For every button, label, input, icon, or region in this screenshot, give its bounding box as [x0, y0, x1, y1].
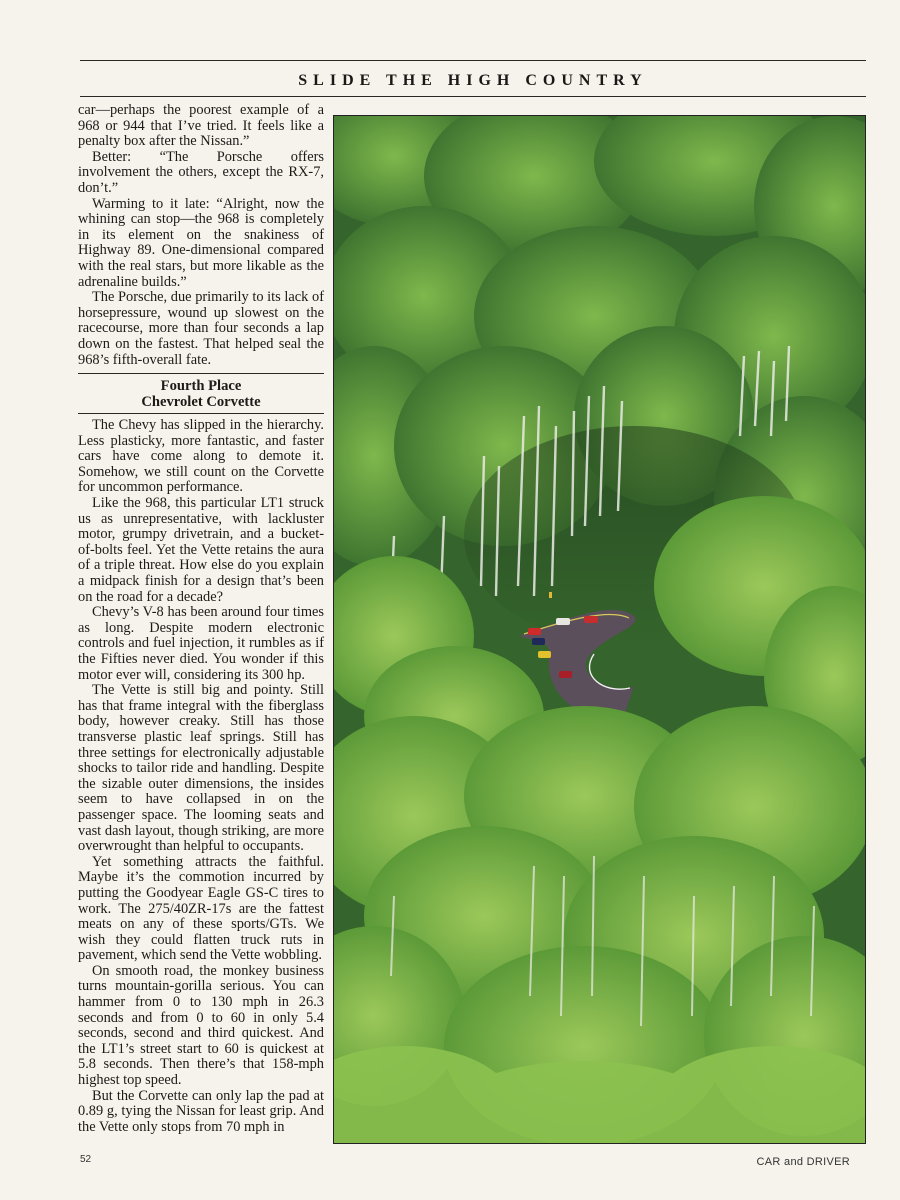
page-number: 52	[80, 1154, 92, 1165]
paragraph: Chevy’s V-8 has been around four times as long. Despite modern electronic controls and fuel injection, it rumbles as if the Fifties never died. You wonder if this motor ever will, considering its 300 hp.	[78, 604, 324, 683]
paragraph: car—perhaps the poorest example of a 968 or 944 that I’ve tried. It feels like a penalty box after the Nissan.”	[78, 102, 324, 150]
paragraph: On smooth road, the monkey business turns mountain-gorilla serious. You can hammer from 0 to 130 mph in 26.3 seconds and from 0 to 60 in only 5.4 seconds, second and third quickest. And the LT1’s street start to 60 is quickest at 5.8 seconds. Then there’s that 158-mph highest top speed.	[78, 962, 324, 1089]
aspen-forest-road-photo	[333, 115, 866, 1144]
magazine-name: CAR and DRIVER	[756, 1156, 850, 1168]
paragraph: Like the 968, this particular LT1 struck us as unrepresentative, with lackluster motor, grumpy drivetrain, and a bucket-of-bolts feel. Yet the Vette retains the aura of a triple threat. How else do you explain a midpack finish for a design that’s been on the road for a decade?	[78, 495, 324, 605]
paragraph: Yet something attracts the faithful. Maybe it’s the commotion incurred by putting the Goodyear Eagle GS-C tires to work. The 275/40ZR-17s are the fattest meats on any of these sports/GTs. We wish they could flatten truck ruts in pavement, which send the Vette wobbling.	[78, 853, 324, 964]
header-rule-bottom	[80, 96, 866, 97]
paragraph: The Porsche, due primarily to its lack of horsepressure, wound up slowest on the racecourse, more than four seconds a lap down on the fastest. That helped seal the 968’s fifth-overall fate.	[78, 289, 324, 368]
article-text-column	[78, 103, 324, 1135]
paragraph: But the Corvette can only lap the pad at 0.89 g, tying the Nissan for least grip. And the Vette only stops from 70 mph in	[78, 1087, 324, 1135]
paragraph: The Chevy has slipped in the hierarchy. Less plasticky, more fantastic, and faster cars have come along to demote it. Somehow, we still count on the Corvette for uncommon performance.	[78, 417, 324, 496]
paragraph: Warming to it late: “Alright, now the whining can stop—the 968 is completely in its element on the snakiness of Highway 89. One-dimensional compared with the real stars, but more likable as the adrenaline builds.”	[78, 195, 324, 290]
paragraph: The Vette is still big and pointy. Still has that frame integral with the fiberglass body, however creaky. Still has those transverse plastic leaf springs. Still has three settings for electronically adjustable shocks to tailor ride and handling. Despite the sizable outer dimensions, the insides seem to have collapsed in on the passenger space. The looming seats and vast dash layout, though striking, are more overwrought than helpful to occupants.	[78, 682, 324, 855]
section-subhead	[78, 373, 324, 414]
paragraph: Better: “The Porsche offers involvement the others, except the RX-7, don’t.”	[78, 148, 324, 196]
subhead-car: Chevrolet Corvette	[141, 394, 261, 411]
subhead-place: Fourth Place	[160, 378, 242, 395]
running-header: SLIDE THE HIGH COUNTRY	[298, 72, 648, 89]
header-rule-top	[80, 60, 866, 61]
